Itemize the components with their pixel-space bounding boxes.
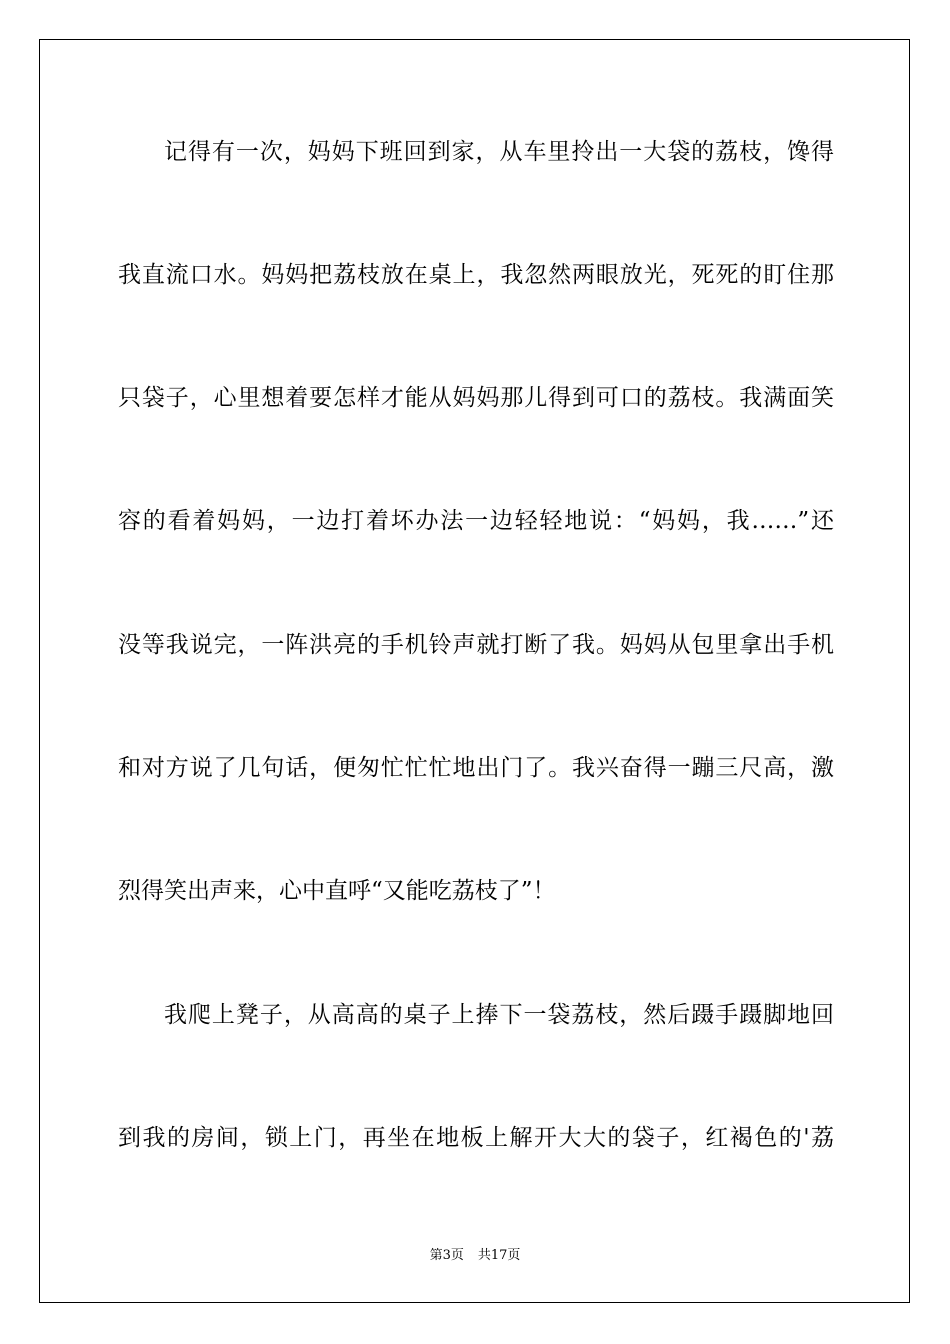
text-line-9: 到我的房间，锁上门，再坐在地板上解开大大的袋子，红褐色的'荔 xyxy=(118,1125,834,1151)
page-border xyxy=(39,39,910,1303)
page-total: 共17页 xyxy=(477,1248,521,1263)
text-line-4: 容的看着妈妈，一边打着坏办法一边轻轻地说：“妈妈，我……”还 xyxy=(118,508,834,534)
text-line-6: 和对方说了几句话，便匆忙忙忙地出门了。我兴奋得一蹦三尺高，激 xyxy=(118,755,834,781)
text-line-7: 烈得笑出声来，心中直呼“又能吃荔枝了”！ xyxy=(118,878,556,904)
page-footer xyxy=(0,1247,950,1265)
text-line-2: 我直流口水。妈妈把荔枝放在桌上，我忽然两眼放光，死死的盯住那 xyxy=(118,262,834,288)
text-line-3: 只袋子，心里想着要怎样才能从妈妈那儿得到可口的荔枝。我满面笑 xyxy=(118,385,834,411)
text-line-1: 记得有一次，妈妈下班回到家，从车里拎出一大袋的荔枝，馋得 xyxy=(164,139,834,165)
text-line-8: 我爬上凳子，从高高的桌子上捧下一袋荔枝，然后蹑手蹑脚地回 xyxy=(164,1002,834,1028)
page-number: 第3页 xyxy=(429,1248,464,1263)
text-line-5: 没等我说完，一阵洪亮的手机铃声就打断了我。妈妈从包里拿出手机 xyxy=(118,632,834,658)
